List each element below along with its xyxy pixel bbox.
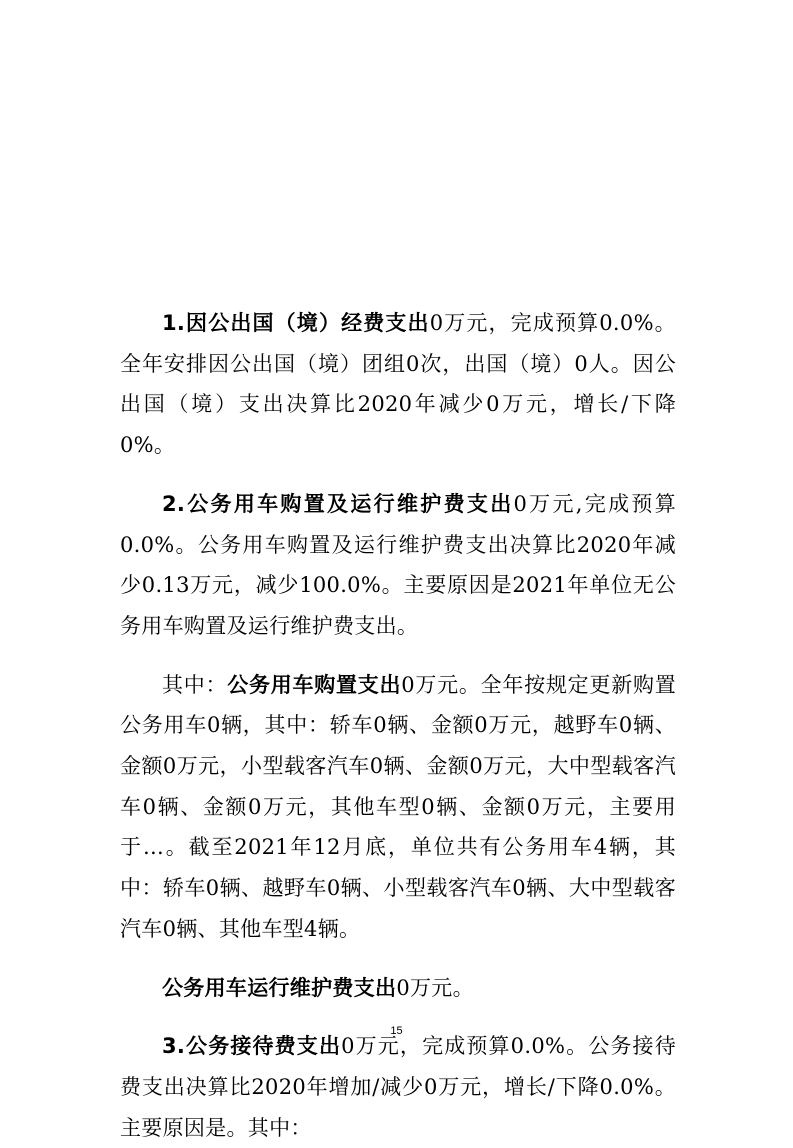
text-vehicle: 0万元,完成预算0.0%。公务用车购置及运行维护费支出决算比2020年减少0.13万元，减少100.0%。主要原因是2021年单位无公务用车购置及运行维护费支出。 [120,491,677,638]
text-reception: 0万元，完成预算0.0%。公务接待费支出决算比2020年增加/减少0万元，增长/下降0.0%。主要原因是。其中： [120,1034,676,1140]
paragraph-travel-abroad [120,303,676,466]
heading-vehicle-purchase: 公务用车购置支出 [227,672,402,697]
heading-vehicle-maintenance: 公务用车运行维护费支出 [162,975,397,1000]
prefix-vehicle-purchase: 其中： [162,672,228,697]
text-vehicle-purchase: 0万元。全年按规定更新购置公务用车0辆，其中：轿车0辆、金额0万元，越野车0辆、金额0万元，小型载客汽车0辆、金额0万元，大中型载客汽车0辆、金额0万元，其他车型0辆、金额0万元，主要用于…。截至2021年12月底，单位共有公务用车4辆，其中：轿车0辆、越野车0辆、小型载客汽车0辆、大中型载客汽车0辆、其他车型4辆。 [120,672,676,941]
paragraph-vehicle [120,484,676,647]
heading-vehicle: 2.公务用车购置及运行维护费支出 [162,491,514,516]
heading-travel-abroad: 1.因公出国（境）经费支出 [162,311,430,335]
page-number: 15 [390,1025,403,1037]
paragraph-vehicle-purchase [120,665,676,950]
heading-reception: 3.公务接待费支出 [162,1034,342,1059]
text-vehicle-maintenance: 0万元。 [396,975,474,1000]
paragraph-reception [120,1026,676,1148]
paragraph-vehicle-maintenance [120,968,676,1009]
document-body [120,303,676,1148]
text-travel-abroad: 0万元，完成预算0.0%。全年安排因公出国（境）团组0次，出国（境）0人。因公出国（境）支出决算比2020年减少0万元，增长/下降0%。 [120,311,676,458]
